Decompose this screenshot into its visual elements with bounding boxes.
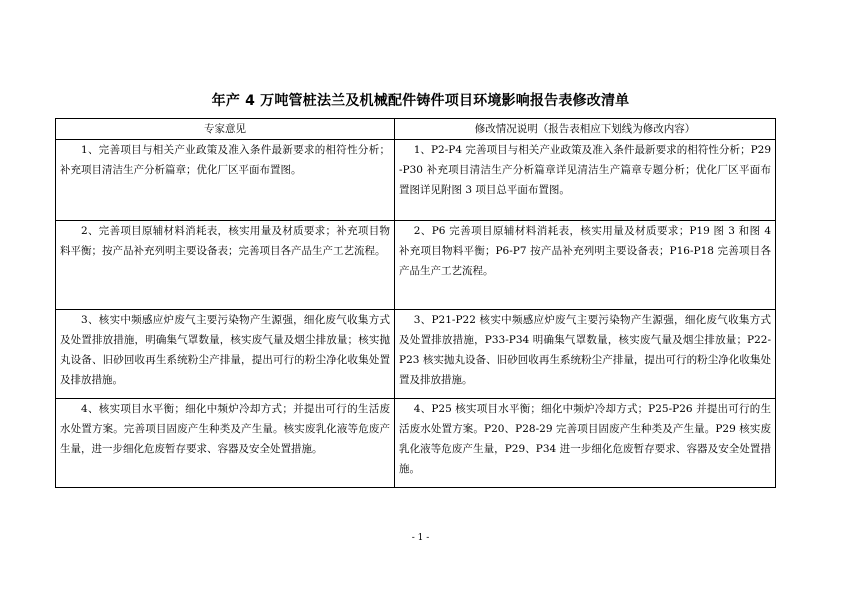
revision-cell <box>395 221 776 310</box>
opinion-cell <box>56 399 395 488</box>
opinion-text: 2、完善项目原辅材料消耗表，核实用量及材质要求；补充项目物料平衡；按产品补充列明主要设备表；完善项目各产品生产工艺流程。 <box>60 225 390 257</box>
revision-table <box>55 118 776 488</box>
header-revision-notes: 修改情况说明（报告表相应下划线为修改内容） <box>395 119 776 140</box>
revision-text: 1、P2-P4 完善项目与相关产业政策及准入条件最新要求的相符性分析；P29-P30 补充项目清洁生产分析篇章详见清洁生产篇章专题分析；优化厂区平面布置图详见附图 3 项目总平面布置图。 <box>399 144 771 196</box>
opinion-cell <box>56 140 395 221</box>
table-row <box>56 221 776 310</box>
table-header-row <box>56 119 776 140</box>
opinion-text: 4、核实项目水平衡；细化中频炉冷却方式；并提出可行的生活废水处置方案。完善项目固废产生种类及产生量。核实废乳化液等危废产生量，进一步细化危废暂存要求、容器及安全处置措施。 <box>60 403 390 455</box>
revision-text: 2、P6 完善项目原辅材料消耗表，核实用量及材质要求；P19 图 3 和图 4 补充项目物料平衡；P6-P7 按产品补充列明主要设备表；P16-P18 完善项目各产品生产工艺流程。 <box>399 225 771 277</box>
page-number: - 1 - <box>411 533 430 543</box>
table-row <box>56 310 776 399</box>
header-expert-opinion: 专家意见 <box>56 119 395 140</box>
revision-cell <box>395 399 776 488</box>
table-row <box>56 399 776 488</box>
revision-text: 4、P25 核实项目水平衡；细化中频炉冷却方式；P25-P26 并提出可行的生活废水处置方案。P20、P28-29 完善项目固废产生种类及产生量。P29 核实废乳化液等危废产生量，P29、P34 进一步细化危废暂存要求、容器及安全处置措施。 <box>399 403 771 475</box>
revision-cell <box>395 310 776 399</box>
page-title: 年产 4 万吨管桩法兰及机械配件铸件项目环境影响报告表修改清单 <box>211 93 630 109</box>
revision-cell <box>395 140 776 221</box>
opinion-text: 3、核实中频感应炉废气主要污染物产生源强，细化废气收集方式及处置排放措施，明确集气罩数量，核实废气量及烟尘排放量；核实抛丸设备、旧砂回收再生系统粉尘产排量，提出可行的粉尘净化收集处置及排放措施。 <box>60 314 390 386</box>
revision-text: 3、P21-P22 核实中频感应炉废气主要污染物产生源强，细化废气收集方式及处置排放措施，P33-P34 明确集气罩数量，核实废气量及烟尘排放量；P22-P23 核实抛丸设备、旧砂回收再生系统粉尘产排量，提出可行的粉尘净化收集处置及排放措施。 <box>399 314 771 386</box>
opinion-text: 1、完善项目与相关产业政策及准入条件最新要求的相符性分析；补充项目清洁生产分析篇章；优化厂区平面布置图。 <box>60 144 390 176</box>
opinion-cell <box>56 221 395 310</box>
opinion-cell <box>56 310 395 399</box>
table-row <box>56 140 776 221</box>
